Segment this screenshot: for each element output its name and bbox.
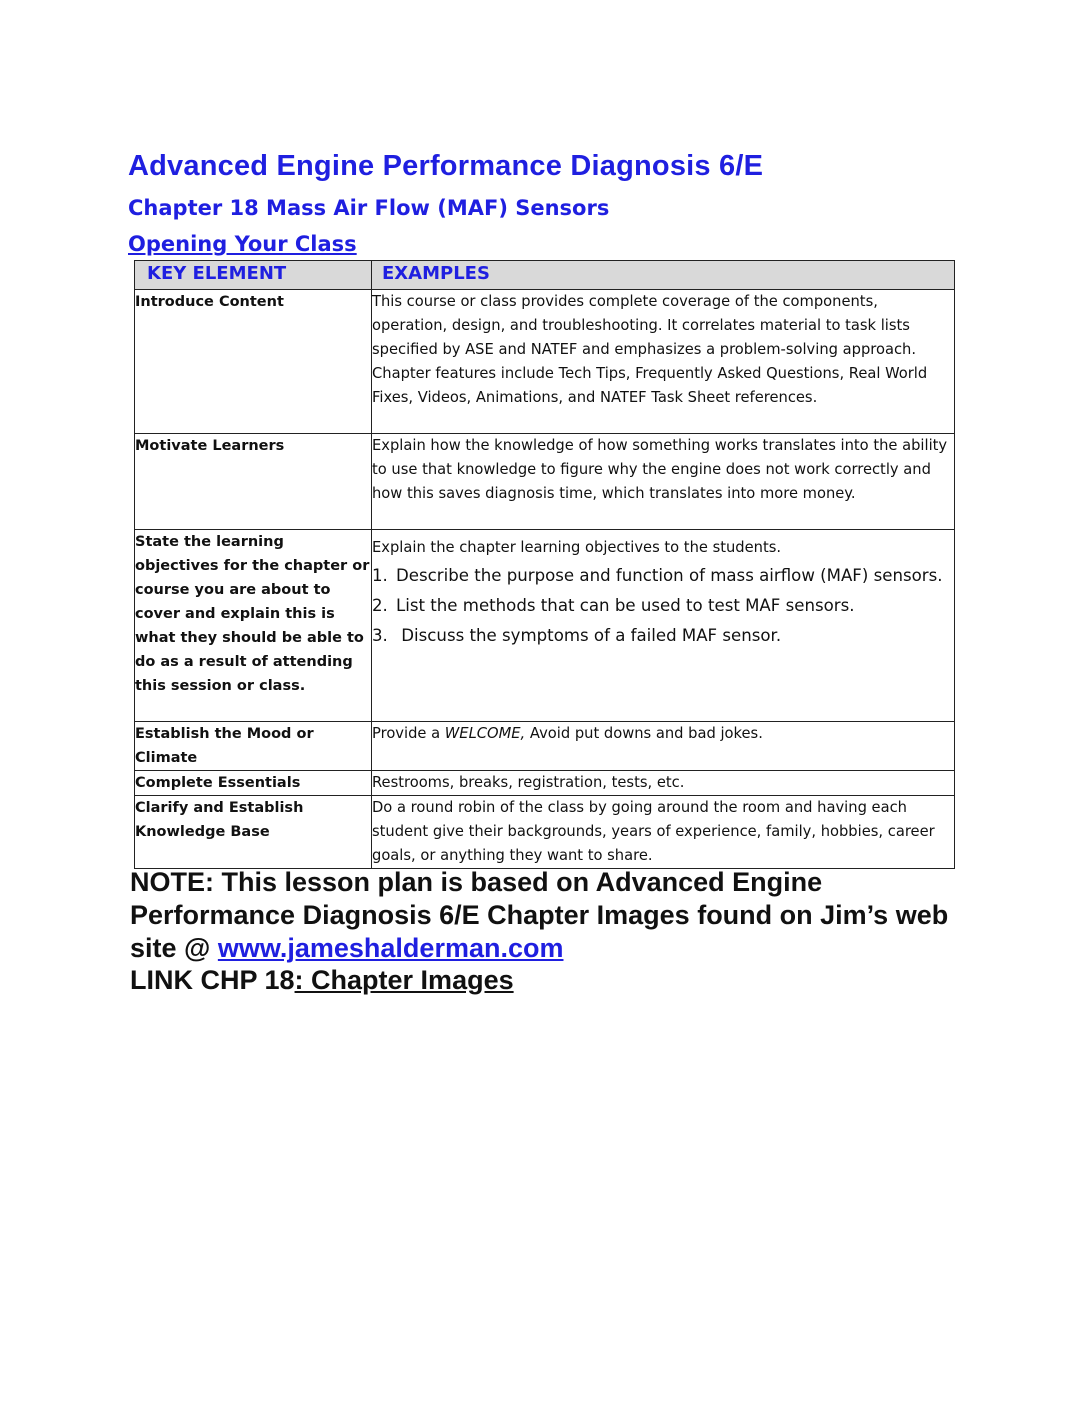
list-item xyxy=(372,593,954,619)
table-header-row xyxy=(135,261,955,290)
list-item xyxy=(372,563,954,589)
table-row xyxy=(135,434,955,530)
header-key-element: KEY ELEMENT xyxy=(135,261,372,290)
welcome-emphasis: WELCOME, xyxy=(444,725,526,742)
table-row xyxy=(135,722,955,771)
objectives-intro: Explain the chapter learning objectives to the students. xyxy=(372,539,782,556)
document-title: Advanced Engine Performance Diagnosis 6/E xyxy=(128,150,764,182)
objective-text: Describe the purpose and function of mass airflow (MAF) sensors. xyxy=(396,566,943,585)
note-text: NOTE: This lesson plan is based on Advanced Engine Performance Diagnosis 6/E Chapter Images found on Jim’s web site @ xyxy=(130,867,949,963)
key-element-cell: Clarify and Establish Knowledge Base xyxy=(135,796,372,869)
example-cell: Do a round robin of the class by going around the room and having each student give their backgrounds, years of experience, family, hobbies, career goals, or anything they want to share. xyxy=(372,796,955,869)
header-examples: EXAMPLES xyxy=(372,261,955,290)
chapter-title: Chapter 18 Mass Air Flow (MAF) Sensors xyxy=(128,196,610,220)
website-link[interactable]: www.jameshalderman.com xyxy=(217,933,564,963)
lesson-plan-table xyxy=(134,260,955,869)
objective-number: 2. xyxy=(372,596,388,615)
example-cell: Explain how the knowledge of how something works translates into the ability to use that knowledge to figure why the engine does not work correctly and how this saves diagnosis time, which translates into more money. xyxy=(372,434,955,530)
key-element-cell: Motivate Learners xyxy=(135,434,372,530)
objectives-list xyxy=(372,563,954,649)
table-row xyxy=(135,530,955,722)
objective-number: 3. xyxy=(372,626,388,645)
example-cell: This course or class provides complete coverage of the components, operation, design, and troubleshooting. It correlates material to task lists specified by ASE and NATEF and emphasizes a problem-solving approach. Chapter features include Tech Tips, Frequently Asked Questions, Real World Fixes, Videos, Animations, and NATEF Task Sheet references. xyxy=(372,290,955,434)
chapter-images-line xyxy=(130,964,514,997)
table-row xyxy=(135,290,955,434)
example-text-post: Avoid put downs and bad jokes. xyxy=(525,725,763,742)
example-cell xyxy=(372,722,955,771)
example-cell xyxy=(372,530,955,722)
key-element-cell: Complete Essentials xyxy=(135,771,372,796)
objective-number: 1. xyxy=(372,566,388,585)
key-element-cell: Introduce Content xyxy=(135,290,372,434)
example-text-pre: Provide a xyxy=(372,725,445,742)
objective-text: Discuss the symptoms of a failed MAF sensor. xyxy=(396,626,782,645)
example-cell: Restrooms, breaks, registration, tests, etc. xyxy=(372,771,955,796)
link-prefix: LINK CHP 18 xyxy=(130,965,295,995)
note-paragraph xyxy=(130,866,990,965)
key-element-cell: State the learning objectives for the chapter or course you are about to cover and explain this is what they should be able to do as a result of attending this session or class. xyxy=(135,530,372,722)
chapter-images-link[interactable]: : Chapter Images xyxy=(294,965,514,995)
table-row xyxy=(135,796,955,869)
section-heading: Opening Your Class xyxy=(128,232,357,256)
table-row xyxy=(135,771,955,796)
objective-text: List the methods that can be used to test MAF sensors. xyxy=(396,596,855,615)
key-element-cell: Establish the Mood or Climate xyxy=(135,722,372,771)
list-item xyxy=(372,623,954,649)
